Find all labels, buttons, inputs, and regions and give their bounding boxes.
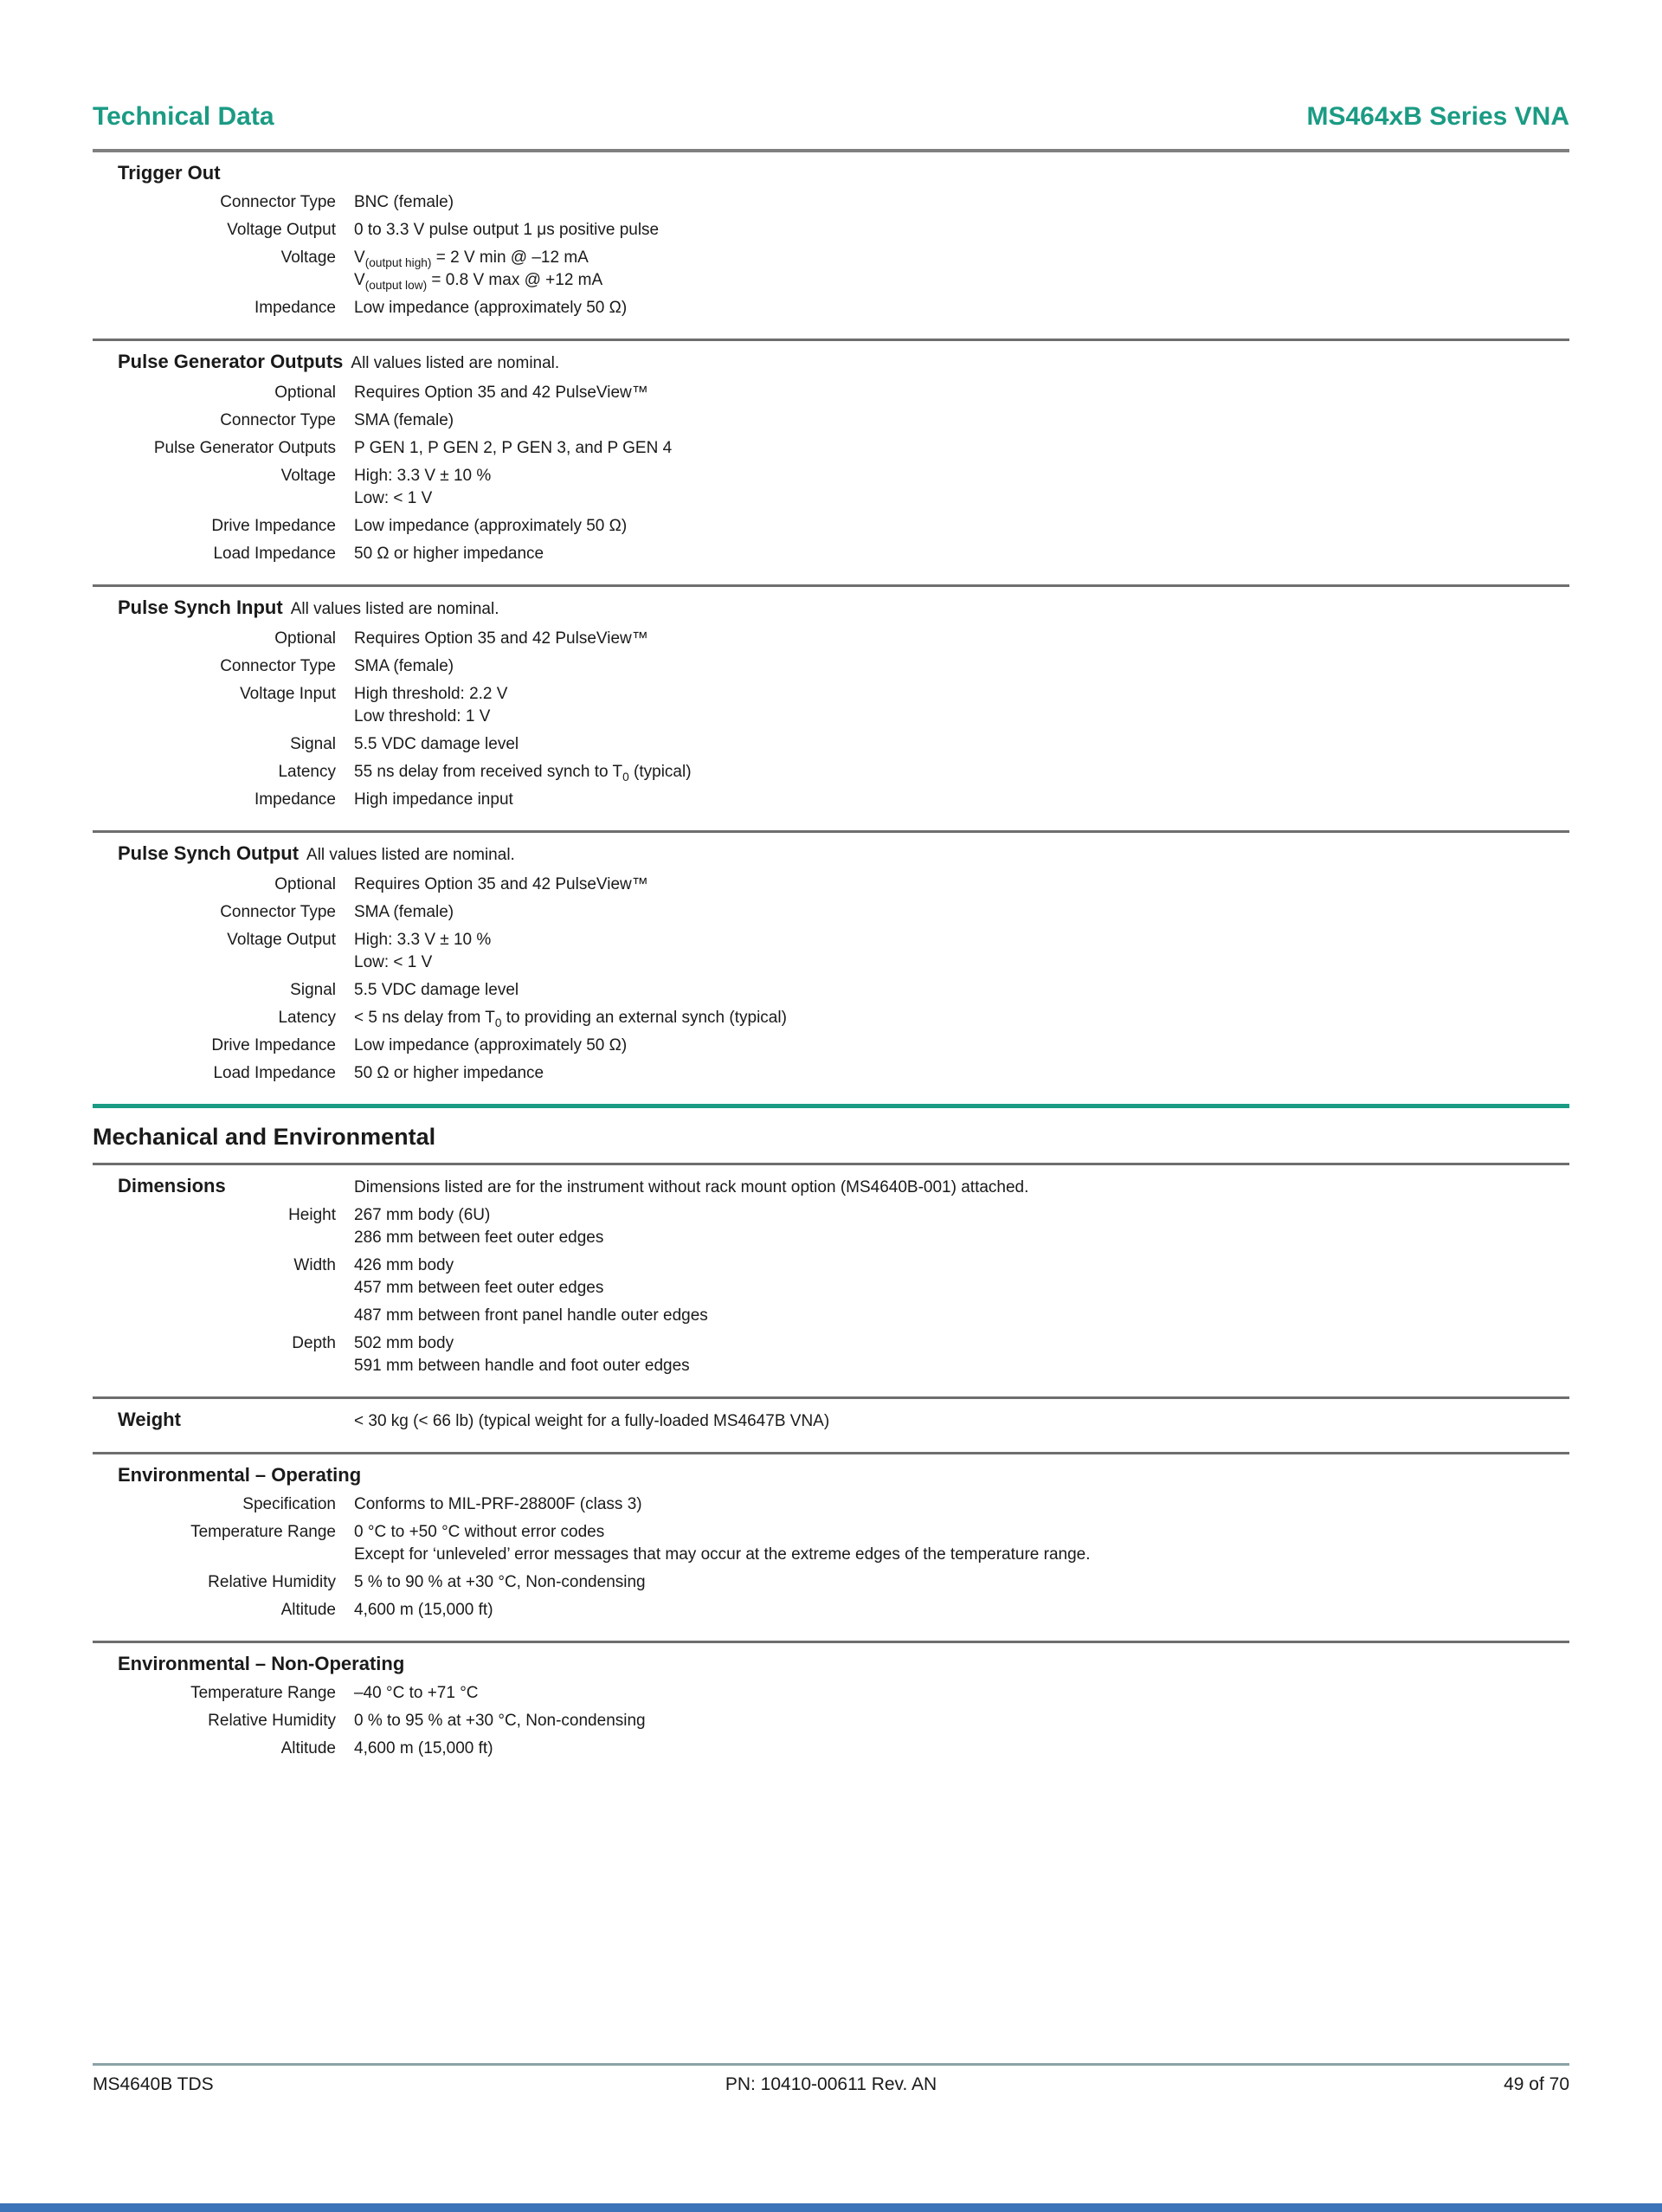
section-note: All values listed are nominal. [290, 600, 499, 618]
spec-value-line: Low threshold: 1 V [354, 707, 491, 726]
page-footer [93, 2063, 1569, 2096]
major-heading-mechanical-and-environmental: Mechanical and Environmental [93, 1124, 436, 1150]
spec-label: Connector Type [220, 903, 336, 921]
section-header [93, 1174, 1569, 1198]
spec-value [354, 543, 544, 565]
spec-value-line: 286 mm between feet outer edges [354, 1229, 604, 1247]
spec-value-line: 457 mm between feet outer edges [354, 1279, 604, 1297]
spec-value-line: $V_{(output high)} = 2$ V min @ –12 mA [354, 248, 589, 269]
spec-value [354, 1738, 493, 1760]
spec-label: Voltage Output [227, 221, 336, 239]
spec-label: Latency [278, 763, 336, 781]
spec-row [93, 543, 1569, 565]
spec-value-line: 0 to 3.3 V pulse output 1 μs positive pulse [354, 221, 660, 239]
section-note: All values listed are nominal. [306, 846, 515, 864]
spec-value-line: 4,600 m (15,000 ft) [354, 1601, 493, 1619]
section-title: Dimensions [118, 1175, 226, 1196]
spec-value-line: $V_{(output low)} = 0.8$ V max @ +12 mA [354, 271, 603, 292]
spec-row [93, 1710, 1569, 1732]
spec-label: Drive Impedance [211, 517, 336, 535]
spec-value [354, 628, 648, 650]
spec-label: Load Impedance [213, 545, 336, 563]
spec-value-line: P GEN 1, P GEN 2, P GEN 3, and P GEN 4 [354, 439, 673, 457]
section-dimensions [93, 1165, 1569, 1396]
spec-row [93, 1571, 1569, 1594]
section-title: Environmental – Operating [118, 1464, 362, 1486]
spec-value-line: 267 mm body (6U) [354, 1206, 491, 1224]
spec-row [93, 410, 1569, 432]
spec-value-line: Requires Option 35 and 42 PulseView™ [354, 629, 648, 648]
spec-label: Optional [274, 629, 336, 648]
spec-row [93, 874, 1569, 896]
spec-value [354, 410, 454, 432]
spec-label: Impedance [254, 790, 336, 809]
spec-label: Altitude [280, 1739, 336, 1757]
spec-value-line: 5 % to 90 % at +30 °C, Non-condensing [354, 1573, 646, 1591]
spec-row [93, 1521, 1569, 1566]
page-header [93, 0, 1569, 131]
spec-value [354, 1521, 1091, 1566]
spec-value-line: High impedance input [354, 790, 513, 809]
spec-value-line: Except for ‘unleveled’ error messages that may occur at the extreme edges of the temperature range. [354, 1545, 1091, 1564]
spec-row [93, 901, 1569, 924]
spec-label: Depth [292, 1334, 336, 1352]
footer-part-number: PN: 10410-00611 Rev. AN [725, 2074, 937, 2094]
spec-value-line: < 5 ns delay from $T_0$ to providing an external synch (typical) [354, 1009, 787, 1029]
spec-label: Latency [278, 1009, 336, 1027]
spec-value-line: Low: < 1 V [354, 953, 433, 971]
spec-row [93, 437, 1569, 460]
spec-value-line: Requires Option 35 and 42 PulseView™ [354, 875, 648, 893]
spec-row [93, 515, 1569, 538]
spec-label: Signal [290, 735, 336, 753]
spec-value-line: Low impedance (approximately 50 Ω) [354, 299, 628, 317]
spec-value-line: SMA (female) [354, 903, 454, 921]
spec-value-line: 55 ns delay from received synch to $T_0$ (typical) [354, 763, 692, 784]
spec-value [354, 901, 454, 924]
spec-row [93, 789, 1569, 811]
spec-value-line: Low impedance (approximately 50 Ω) [354, 1036, 628, 1054]
spec-label: Altitude [280, 1601, 336, 1619]
spec-value [354, 465, 491, 510]
spec-row [93, 382, 1569, 404]
spec-value [354, 297, 627, 319]
spec-row [93, 929, 1569, 974]
spec-value-line: 591 mm between handle and foot outer edges [354, 1357, 690, 1375]
spec-label: Specification [242, 1495, 336, 1513]
spec-label: Voltage Input [240, 685, 336, 703]
section-trigger-out [93, 152, 1569, 339]
section-title: Weight [118, 1409, 181, 1430]
spec-value [354, 515, 627, 538]
section-title: Pulse Synch Input [118, 597, 283, 618]
spec-value [354, 1254, 603, 1299]
spec-value-line: Low impedance (approximately 50 Ω) [354, 517, 628, 535]
spec-value-line: 0 °C to +50 °C without error codes [354, 1523, 605, 1541]
spec-label: Optional [274, 384, 336, 402]
section-header [93, 842, 1569, 867]
spec-value-line: 0 % to 95 % at +30 °C, Non-condensing [354, 1712, 646, 1730]
spec-row [93, 628, 1569, 650]
section-environmental-non-operating [93, 1643, 1569, 1779]
bottom-bar [0, 2203, 1662, 2212]
spec-value [354, 1062, 544, 1085]
spec-value-line: –40 °C to +71 °C [354, 1684, 479, 1702]
spec-value [354, 1332, 690, 1377]
spec-row [93, 1738, 1569, 1760]
section-inline-value: Dimensions listed are for the instrument without rack mount option (MS4640B-001) attached. [354, 1178, 1029, 1196]
spec-value-line: 50 Ω or higher impedance [354, 545, 544, 563]
spec-value [354, 1493, 642, 1516]
header-doc-type: Technical Data [93, 102, 274, 131]
spec-value-line: SMA (female) [354, 411, 454, 429]
spec-row [93, 979, 1569, 1002]
spec-label: Temperature Range [190, 1684, 336, 1702]
spec-label: Relative Humidity [208, 1712, 336, 1730]
spec-value [354, 733, 519, 756]
spec-value-line: 4,600 m (15,000 ft) [354, 1739, 493, 1757]
spec-label [93, 1305, 336, 1327]
section-title: Trigger Out [118, 162, 221, 184]
spec-label: Height [288, 1206, 336, 1224]
section-note: All values listed are nominal. [351, 354, 560, 372]
spec-value [354, 979, 519, 1002]
spec-label: Voltage Output [227, 931, 336, 949]
spec-label: Relative Humidity [208, 1573, 336, 1591]
spec-value-line: Low: < 1 V [354, 489, 433, 507]
spec-label: Connector Type [220, 411, 336, 429]
spec-row [93, 1493, 1569, 1516]
spec-row [93, 1062, 1569, 1085]
spec-label: Drive Impedance [211, 1036, 336, 1054]
section-title: Pulse Synch Output [118, 842, 300, 864]
spec-value-line: 502 mm body [354, 1334, 454, 1352]
spec-label: Connector Type [220, 193, 336, 211]
spec-value [354, 1007, 787, 1029]
spec-label: Voltage [280, 467, 336, 485]
section-pulse-synch-input [93, 587, 1569, 830]
section-header [93, 596, 1569, 622]
spec-value [354, 219, 659, 242]
spec-value-line: 50 Ω or higher impedance [354, 1064, 544, 1082]
accent-divider [93, 1104, 1569, 1108]
section-header [93, 1408, 1569, 1432]
section-inline-value: < 30 kg (< 66 lb) (typical weight for a fully-loaded MS4647B VNA) [354, 1412, 830, 1430]
spec-row [93, 219, 1569, 242]
spec-label: Impedance [254, 299, 336, 317]
spec-row [93, 465, 1569, 510]
section-header [93, 1652, 1569, 1676]
spec-label: Voltage [280, 248, 336, 267]
spec-value-line: 487 mm between front panel handle outer edges [354, 1306, 708, 1325]
spec-label: Temperature Range [190, 1523, 336, 1541]
spec-value [354, 1682, 479, 1705]
spec-value [354, 191, 454, 214]
spec-label: Pulse Generator Outputs [153, 439, 336, 457]
spec-value [354, 1710, 646, 1732]
spec-row [93, 733, 1569, 756]
spec-value [354, 1599, 493, 1622]
spec-value-line: 426 mm body [354, 1256, 454, 1274]
spec-row [93, 1204, 1569, 1249]
section-title: Pulse Generator Outputs [118, 351, 344, 372]
spec-row [93, 247, 1569, 292]
footer-rule [93, 2063, 1569, 2066]
spec-label: Signal [290, 981, 336, 999]
spec-value-line: High: 3.3 V ± 10 % [354, 931, 492, 949]
spec-row [93, 1254, 1569, 1299]
spec-value-line: SMA (female) [354, 657, 454, 675]
section-header [93, 161, 1569, 185]
spec-value-line: BNC (female) [354, 193, 454, 211]
spec-value-line: 5.5 VDC damage level [354, 981, 519, 999]
spec-value-line: Conforms to MIL-PRF-28800F (class 3) [354, 1495, 642, 1513]
spec-value [354, 247, 602, 292]
spec-value [354, 683, 507, 728]
spec-row [93, 655, 1569, 678]
spec-row [93, 761, 1569, 784]
spec-value [354, 437, 672, 460]
spec-value-line: High threshold: 2.2 V [354, 685, 508, 703]
spec-value [354, 655, 454, 678]
spec-value [354, 1204, 603, 1249]
spec-value [354, 1571, 646, 1594]
spec-row [93, 1599, 1569, 1622]
spec-row [93, 683, 1569, 728]
spec-row [93, 1682, 1569, 1705]
section-header [93, 350, 1569, 376]
spec-label: Width [293, 1256, 336, 1274]
spec-label: Connector Type [220, 657, 336, 675]
spec-value [354, 874, 648, 896]
spec-label: Optional [274, 875, 336, 893]
spec-row [93, 1332, 1569, 1377]
section-header [93, 1463, 1569, 1487]
spec-value [354, 382, 648, 404]
spec-value [354, 929, 491, 974]
spec-value [354, 1035, 627, 1057]
section-weight [93, 1399, 1569, 1452]
spec-row [93, 1305, 1569, 1327]
spec-row [93, 297, 1569, 319]
spec-value-line: 5.5 VDC damage level [354, 735, 519, 753]
section-title: Environmental – Non-Operating [118, 1653, 405, 1674]
footer-doc-id: MS4640B TDS [93, 2074, 214, 2094]
spec-row [93, 1035, 1569, 1057]
spec-value [354, 789, 513, 811]
spec-value [354, 761, 692, 784]
spec-content [93, 152, 1569, 1779]
spec-label: Load Impedance [213, 1064, 336, 1082]
section-environmental-operating [93, 1454, 1569, 1641]
spec-value-line: Requires Option 35 and 42 PulseView™ [354, 384, 648, 402]
spec-row [93, 191, 1569, 214]
header-product-name: MS464xB Series VNA [1306, 102, 1569, 131]
footer-row [93, 2073, 1569, 2096]
section-pulse-generator-outputs [93, 341, 1569, 584]
section-pulse-synch-output [93, 833, 1569, 1104]
footer-page-number: 49 of 70 [1504, 2074, 1569, 2094]
spec-row [93, 1007, 1569, 1029]
spec-value-line: High: 3.3 V ± 10 % [354, 467, 492, 485]
spec-value [354, 1305, 708, 1327]
